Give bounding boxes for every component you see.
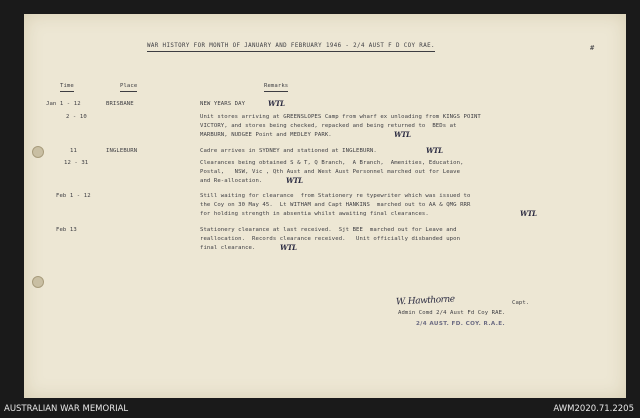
document-title: WAR HISTORY FOR MONTH OF JANUARY AND FEBRUARY 1946 - 2/4 AUST F D COY RAE. xyxy=(147,43,435,49)
entry-remark-line: MARBURN, NUDGEE Point and MEDLEY PARK. xyxy=(200,132,332,138)
entry-initials: WTL xyxy=(280,243,297,252)
entry-remark-line: Unit stores arriving at GREENSLOPES Camp from wharf ex unloading from KINGS POINT xyxy=(200,114,481,120)
unit-stamp: 2/4 AUST. FD. COY. R.A.E. xyxy=(416,321,505,327)
entry-initials: WTL xyxy=(520,209,537,218)
entry-time: Feb 1 - 12 xyxy=(56,193,91,199)
entry-remark-line: Postal, NSW, Vic , Qth Aust and West Aust Personnel marched out for Leave xyxy=(200,169,461,175)
entry-remark-line: VICTORY, and stores being checked, repacked and being returned to BEDs at xyxy=(200,123,457,129)
signatory-rank: Capt. xyxy=(512,300,530,306)
header-place: Place xyxy=(120,83,138,89)
signatory-title: Admin Comd 2/4 Aust Fd Coy RAE. xyxy=(398,310,506,316)
document-page xyxy=(24,14,626,398)
entry-time: Feb 13 xyxy=(56,227,77,233)
entry-remark-line: NEW YEARS DAY xyxy=(200,101,246,107)
entry-place: BRISBANE xyxy=(106,101,134,107)
signature: W. Hawthorne xyxy=(395,294,455,308)
entry-time: 11 xyxy=(70,148,77,154)
entry-remark-line: Clearances being obtained S & T, Q Branch, A Branch, Amenities, Education, xyxy=(200,160,464,166)
entry-initials: WTL xyxy=(394,130,411,139)
entry-place: INGLEBURN xyxy=(106,148,138,154)
header-remarks: Remarks xyxy=(264,83,289,89)
entry-time: 12 - 31 xyxy=(64,160,89,166)
entry-remark-line: and Re-allocation. xyxy=(200,178,263,184)
entry-initials: WTL xyxy=(426,146,443,155)
entry-time: Jan 1 - 12 xyxy=(46,101,81,107)
entry-initials: WTL xyxy=(268,99,285,108)
staple-hole xyxy=(32,276,44,288)
annotation-mark: # xyxy=(590,44,595,52)
entry-time: 2 - 10 xyxy=(66,114,87,120)
entry-remark-line: Stationery clearance at last received. Sjt BEE marched out for Leave and xyxy=(200,227,457,233)
entry-initials: WTL xyxy=(286,176,303,185)
header-time: Time xyxy=(60,83,74,89)
footer-institution: AUSTRALIAN WAR MEMORIAL xyxy=(4,404,129,414)
entry-remark-line: Cadre arrives in SYDNEY and stationed at INGLEBURN. xyxy=(200,148,377,154)
entry-remark-line: the Coy on 30 May 45. Lt WITHAM and Capt HANKINS marched out to AA & QMG RRR xyxy=(200,202,471,208)
entry-remark-line: for holding strength in absentia whilst awaiting final clearances. xyxy=(200,211,429,217)
entry-remark-line: Still waiting for clearance from Stationery re typewriter which was issued to xyxy=(200,193,471,199)
staple-hole xyxy=(32,146,44,158)
entry-remark-line: reallocation. Records clearance received. Unit officially disbanded upon xyxy=(200,236,461,242)
footer-catalogue-id: AWM2020.71.2205 xyxy=(553,404,634,414)
entry-remark-line: final clearance. xyxy=(200,245,256,251)
